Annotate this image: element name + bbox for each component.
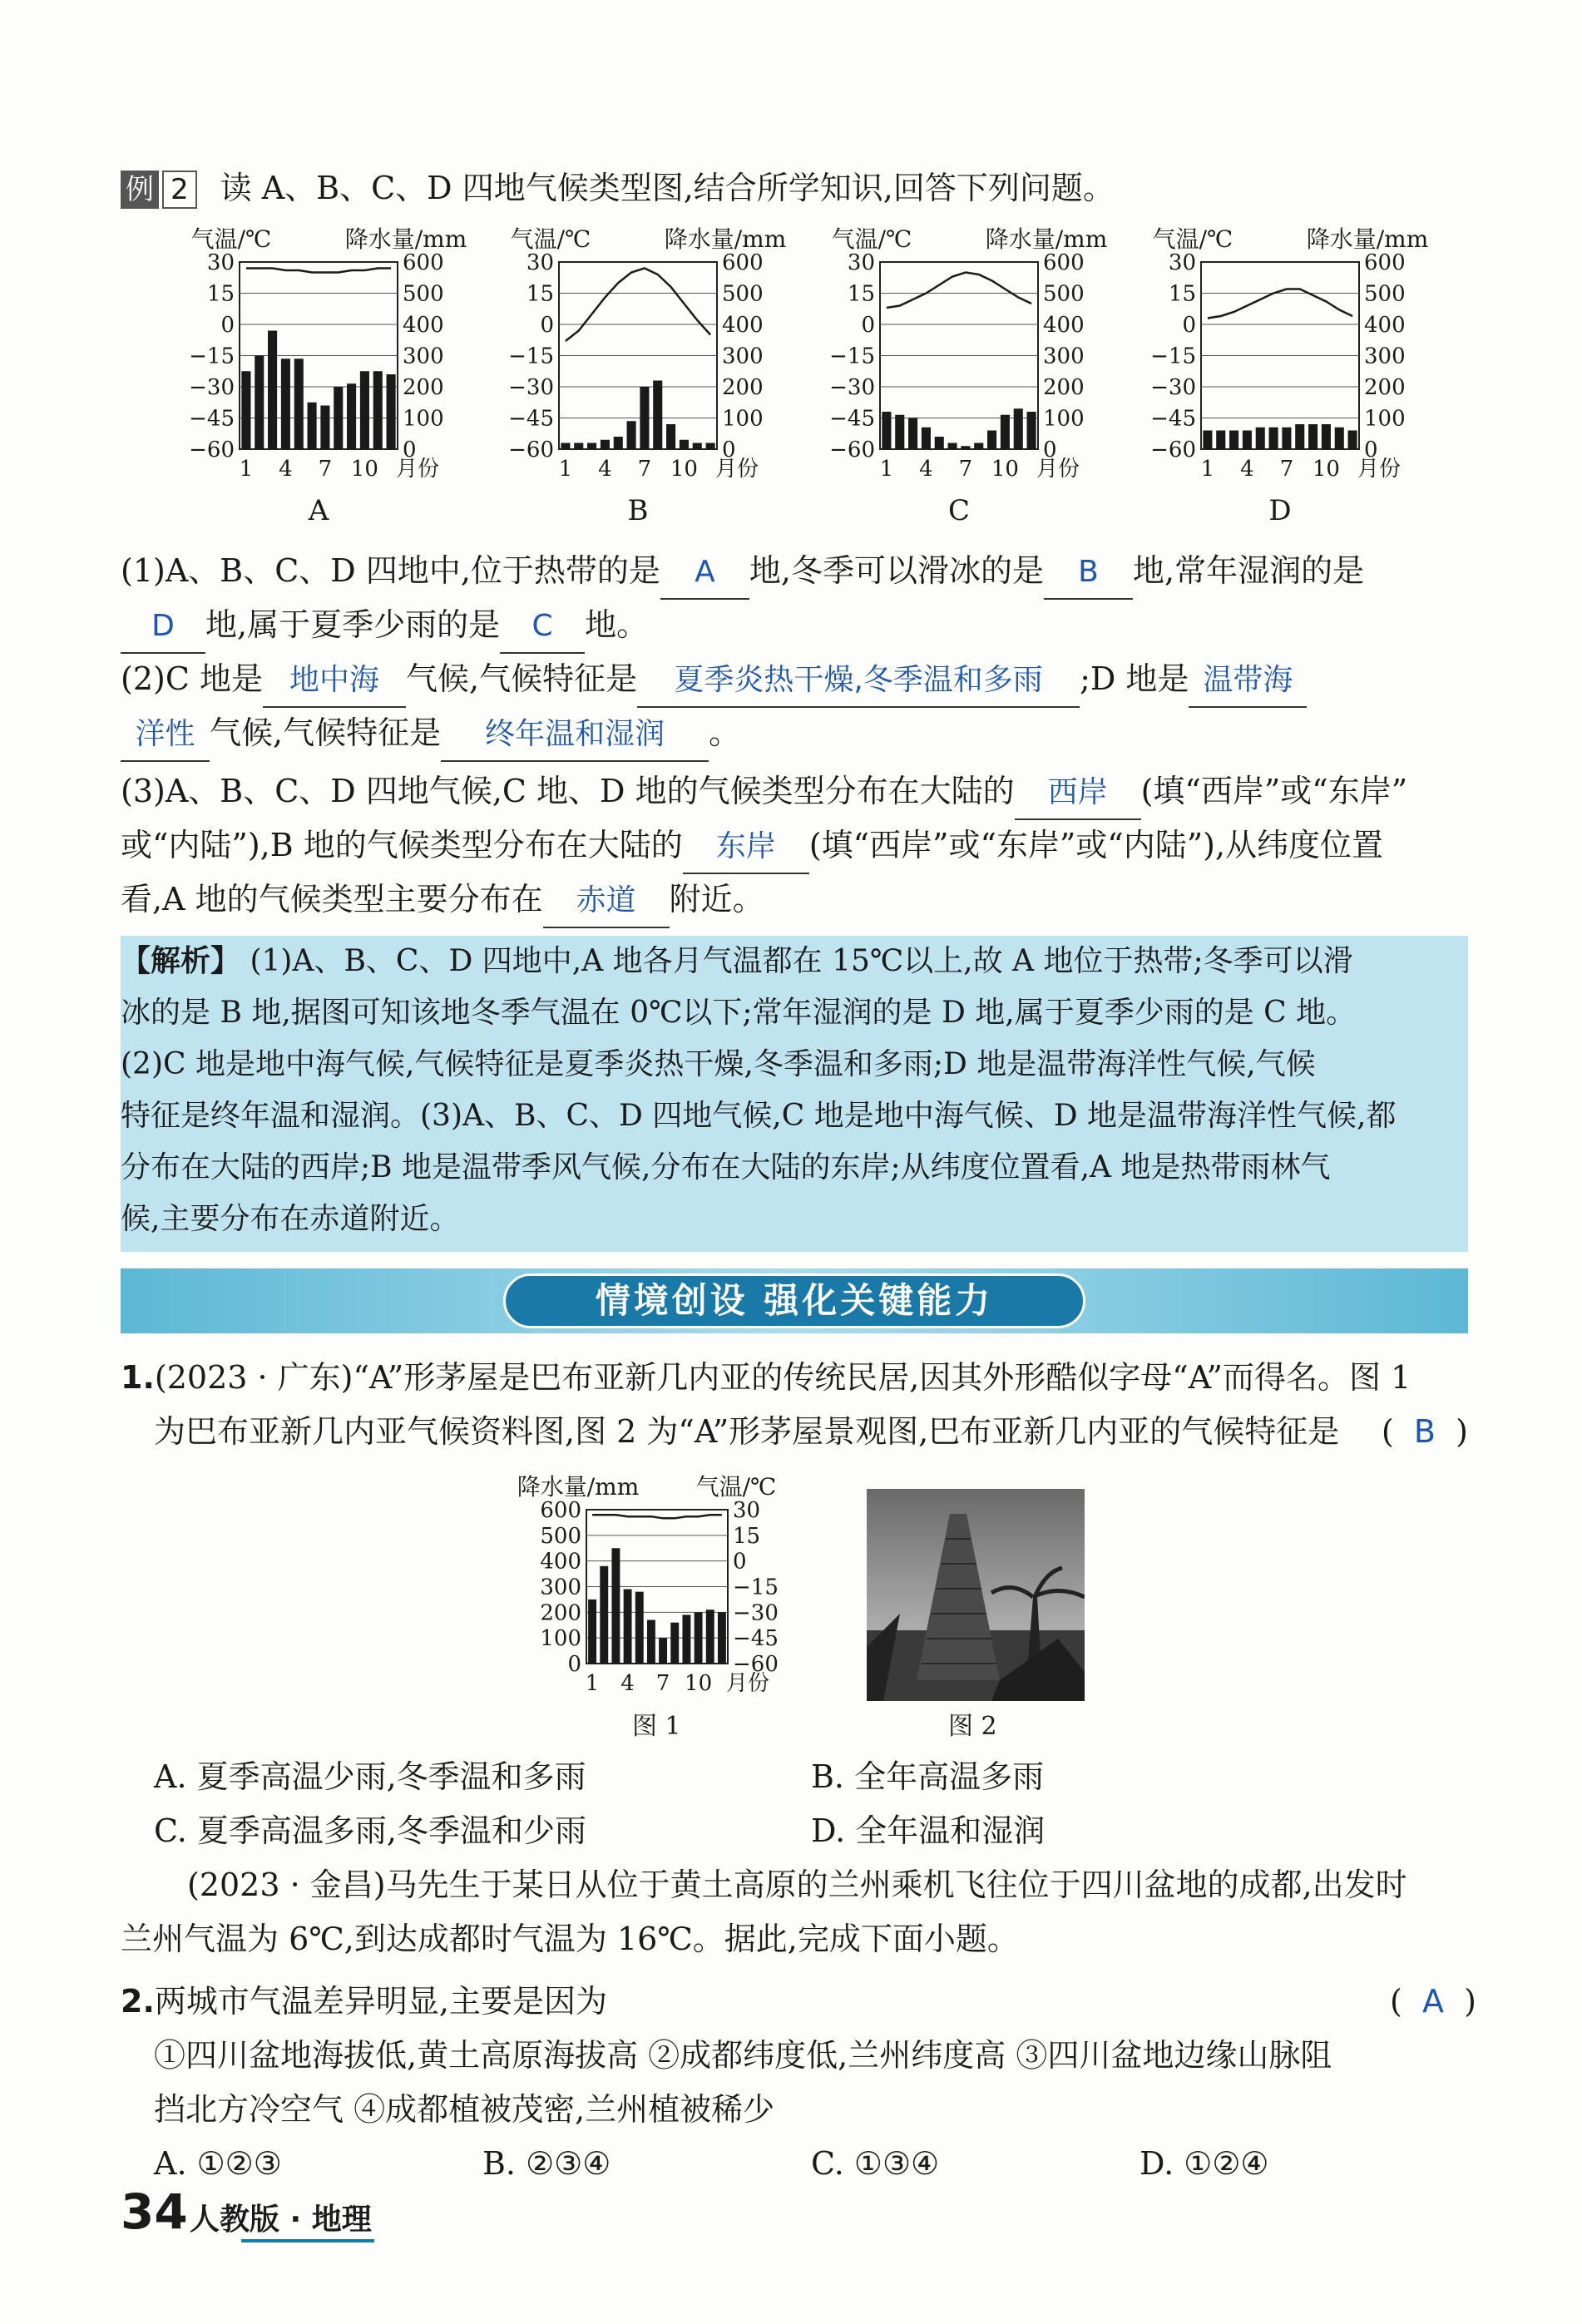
q1-text-4: 地,属于夏季少雨的是 <box>205 606 501 643</box>
figure-2-photo <box>867 1489 1085 1701</box>
p2-statements-2: 挡北方冷空气 ④成都植被茂密,兰州植被稀少 <box>154 2091 775 2128</box>
chart-d-rain-bar <box>1243 431 1252 450</box>
chart-b-right-tick: 400 <box>722 313 764 338</box>
chart-a-right-tick: 300 <box>403 344 444 369</box>
p2-option-d[interactable]: D. ①②④ <box>1140 2145 1269 2182</box>
q1-answer-skating: B <box>1044 546 1133 600</box>
chart-a-rain-bar <box>347 383 356 449</box>
chart-b-left-tick: 30 <box>526 250 554 275</box>
chart-d-left-tick: 30 <box>1168 250 1196 275</box>
fig1-left-tick: 0 <box>567 1652 581 1677</box>
chart-b-month-tick: 1 <box>558 457 573 482</box>
chart-d-right-tick: 0 <box>1364 438 1378 462</box>
fig1-rain-bar <box>588 1600 596 1664</box>
chart-b-rain-bar <box>627 421 636 449</box>
q2-answer-climate-d-1: 温带海 <box>1189 655 1307 708</box>
chart-b-rain-bar <box>666 424 675 449</box>
p2-bracket-open: ( <box>1390 1983 1402 2020</box>
q1-line2 <box>121 599 1476 654</box>
chart-b-rain-bar <box>614 437 623 449</box>
q3-line3 <box>121 873 1476 928</box>
p2-statements-1: ①四川盆地海拔低,黄土高原海拔高 ②成都纬度低,兰州纬度高 ③四川盆地边缘山脉阻 <box>154 2037 1332 2074</box>
q1-text-3: 地,常年湿润的是 <box>1133 552 1365 589</box>
chart-c-rain-bar <box>974 443 983 450</box>
chart-d-rain-bar <box>1335 428 1344 449</box>
p2-answer-bracket <box>1390 1975 1476 2027</box>
fig1-right-tick: −60 <box>733 1652 779 1677</box>
chart-b-rain-bar <box>561 443 570 450</box>
chart-c-left-tick: −45 <box>829 406 875 432</box>
footer-rule <box>241 2239 374 2242</box>
chart-d-left-tick: −30 <box>1150 375 1196 400</box>
fig1-rain-bar <box>624 1590 632 1664</box>
chart-d-rain-bar <box>1348 431 1357 450</box>
p2-option-b[interactable]: B. ②③④ <box>482 2145 611 2182</box>
chart-c-left-tick: −60 <box>829 438 875 462</box>
p2-line1 <box>121 1975 1476 2027</box>
fig1-rain-bar <box>670 1623 679 1664</box>
chart-d-left-tick: −45 <box>1150 406 1196 432</box>
p1-option-a[interactable]: A. 夏季高温少雨,冬季温和多雨 <box>154 1758 586 1795</box>
q2-answer-climate-d-2: 洋性 <box>121 709 210 762</box>
q2-line2 <box>121 707 1476 762</box>
example-header <box>121 162 1476 214</box>
q3-answer-b-position: 东岸 <box>683 821 809 874</box>
analysis-line-5: 分布在大陆的西岸;B 地是温带季风气候,分布在大陆的东岸;从纬度位置看,A 地是热带雨林气 <box>121 1150 1331 1184</box>
chart-d-left-tick: 0 <box>1182 313 1196 338</box>
q3-text-2: (填“西岸”或“东岸” <box>1140 773 1408 809</box>
chart-a-right-tick: 100 <box>403 406 444 432</box>
fig1-rain-bar <box>695 1612 703 1664</box>
p1-option-d[interactable]: D. 全年温和湿润 <box>811 1812 1046 1849</box>
chart-b-left-tick: 15 <box>526 281 554 307</box>
chart-d-rain-bar <box>1322 424 1331 449</box>
chart-c-right-tick: 300 <box>1043 344 1085 369</box>
chart-c-left-tick: 30 <box>847 250 875 275</box>
q3-text-4: (填“西岸”或“东岸”或“内陆”),从纬度位置 <box>808 827 1384 863</box>
q2-text-2: 气候,气候特征是 <box>405 660 638 697</box>
chart-a-month-tick: 1 <box>239 457 254 482</box>
chart-d-month-tick: 4 <box>1240 457 1254 482</box>
chart-a-month-tick: 4 <box>279 457 293 482</box>
fig1-right-tick: −45 <box>733 1626 779 1652</box>
q2-line1 <box>121 653 1476 708</box>
chart-b-month-tick: 7 <box>637 457 652 482</box>
chart-d-left-tick: 15 <box>1168 281 1196 307</box>
p1-line2 <box>154 1406 1468 1457</box>
chart-b-temp-line <box>566 269 710 342</box>
p2-option-a[interactable]: A. ①②③ <box>154 2145 282 2182</box>
q3-text-1: (3)A、B、C、D 四地气候,C 地、D 地的气候类型分布在大陆的 <box>121 773 1015 809</box>
chart-a-left-axis-title: 气温/℃ <box>190 225 272 253</box>
section-banner <box>121 1268 1468 1333</box>
chart-b-left-axis-title: 气温/℃ <box>510 225 591 253</box>
chart-a-rain-bar <box>334 387 343 449</box>
fig1-month-unit: 月份 <box>725 1671 770 1696</box>
page-number: 34 <box>121 2183 188 2240</box>
fig1-month-tick: 4 <box>620 1671 635 1696</box>
chart-a-rain-bar <box>387 374 396 449</box>
chart-a-left-tick: 15 <box>206 281 235 307</box>
chart-b-right-tick: 200 <box>722 375 764 400</box>
chart-d-rain-bar <box>1282 428 1291 449</box>
q2-text-1: (2)C 地是 <box>121 660 263 697</box>
fig1-rain-bar <box>718 1612 726 1664</box>
a-frame-hut-image <box>867 1489 1085 1701</box>
chart-a-left-tick: 0 <box>220 313 235 338</box>
chart-d-left-tick: −15 <box>1150 344 1196 369</box>
chart-d-right-tick: 500 <box>1364 281 1406 307</box>
q2-text-4: 气候,气候特征是 <box>210 715 442 751</box>
chart-b-right-tick: 600 <box>722 250 764 275</box>
chart-c-rain-bar <box>1001 415 1010 449</box>
q3-line2 <box>121 819 1476 874</box>
fig1-rain-bar <box>635 1592 644 1664</box>
footer-text: 人教版 · 地理 <box>190 2203 372 2237</box>
analysis-text-1: (1)A、B、C、D 四地中,A 地各月气温都在 15℃以上,故 A 地位于热带;冬季可以滑 <box>250 944 1353 978</box>
chart-a-right-tick: 400 <box>403 313 444 338</box>
q3-answer-a-latitude: 赤道 <box>543 875 670 928</box>
chart-a-rain-bar <box>241 371 250 449</box>
chart-a-month-tick: 7 <box>318 457 333 482</box>
analysis-title: 【解析】 <box>121 944 241 978</box>
chart-b-rain-bar <box>693 443 702 450</box>
q1-answer-tropical: A <box>660 546 749 600</box>
chart-b-left-tick: −15 <box>508 344 554 369</box>
chart-c-label: C <box>947 494 971 527</box>
fig1-left-tick: 100 <box>540 1626 581 1652</box>
fig1-left-tick: 600 <box>540 1498 581 1523</box>
chart-b-right-axis-title: 降水量/mm <box>664 225 787 253</box>
chart-b-left-tick: −45 <box>508 406 554 432</box>
chart-a-rain-bar <box>294 358 304 449</box>
chart-b-rain-bar <box>680 440 689 449</box>
example-prompt: 读 A、B、C、D 四地气候类型图,结合所学知识,回答下列问题。 <box>220 170 1115 206</box>
chart-b-month-tick: 4 <box>598 457 612 482</box>
chart-d-right-tick: 100 <box>1364 406 1406 432</box>
fig1-left-axis-title: 降水量/mm <box>517 1473 640 1501</box>
fig1-month-tick: 1 <box>585 1671 600 1696</box>
chart-d-right-tick: 200 <box>1364 375 1406 400</box>
chart-b-month-tick: 10 <box>670 457 698 482</box>
chart-c-right-tick: 600 <box>1043 250 1085 275</box>
chart-b-right-tick: 100 <box>722 406 764 432</box>
chart-d-rain-bar <box>1269 428 1278 449</box>
chart-b-month-unit: 月份 <box>714 457 759 482</box>
chart-d-rain-bar <box>1308 424 1318 449</box>
q2-text-5: 。 <box>709 715 741 751</box>
p1-text-1: (2023 · 广东)“A”形茅屋是巴布亚新几内亚的传统民居,因其外形酷似字母“A”而得名。图 1 <box>154 1359 1411 1396</box>
fig1-month-tick: 10 <box>685 1671 713 1696</box>
fig1-rain-bar <box>682 1614 690 1664</box>
chart-c-left-axis-title: 气温/℃ <box>831 225 912 253</box>
chart-d-rain-bar <box>1216 431 1225 450</box>
fig1-rain-bar <box>659 1638 667 1664</box>
chart-c-right-tick: 200 <box>1043 375 1085 400</box>
chart-a-right-tick: 0 <box>403 438 417 462</box>
chart-b-rain-bar <box>706 443 715 450</box>
chart-b-left-tick: 0 <box>540 313 554 338</box>
q2-answer-feature-d: 终年温和湿润 <box>441 709 709 762</box>
chart-c-left-tick: −30 <box>829 375 875 400</box>
chart-d-month-unit: 月份 <box>1357 457 1402 482</box>
analysis-line-1 <box>121 936 1468 987</box>
chart-c-month-tick: 4 <box>919 457 933 482</box>
fig1-right-tick: 30 <box>733 1498 761 1523</box>
chart-b-rain-bar <box>653 381 662 450</box>
chart-b-rain-bar <box>587 443 596 450</box>
chart-b-rain-bar <box>574 443 583 450</box>
chart-a-left-tick: −60 <box>189 438 235 462</box>
chart-c-rain-bar <box>908 418 917 450</box>
chart-c-right-tick: 400 <box>1043 313 1085 338</box>
figure-1-svg <box>516 1460 848 1709</box>
chart-d-rain-bar <box>1229 431 1238 450</box>
fig1-rain-bar <box>706 1609 714 1664</box>
chart-d-right-tick: 400 <box>1364 313 1406 338</box>
q3-answer-cd-position: 西岸 <box>1015 767 1141 820</box>
p2-question: 两城市气温差异明显,主要是因为 <box>154 1983 607 2020</box>
chart-d-left-axis-title: 气温/℃ <box>1152 225 1233 253</box>
analysis-line-2: 冰的是 B 地,据图可知该地冬季气温在 0℃以下;常年湿润的是 D 地,属于夏季少雨的是 C 地。 <box>121 996 1357 1030</box>
chart-d-right-tick: 300 <box>1364 344 1406 369</box>
q1-text-1: (1)A、B、C、D 四地中,位于热带的是 <box>121 552 660 589</box>
figure-1-label: 图 1 <box>632 1712 681 1741</box>
p1-number: 1. <box>121 1359 155 1396</box>
chart-a-left-tick: −45 <box>189 406 235 432</box>
chart-c-rain-bar <box>1014 408 1023 449</box>
chart-c-temp-line <box>887 273 1031 309</box>
chart-a-right-tick: 200 <box>403 375 444 400</box>
chart-a-rain-bar <box>268 331 277 450</box>
chart-b-right-tick: 0 <box>722 438 736 462</box>
chart-b-rain-bar <box>601 440 610 449</box>
p2-answer: A <box>1422 1983 1444 2020</box>
q2-text-3: ;D 地是 <box>1080 660 1189 697</box>
chart-d-right-axis-title: 降水量/mm <box>1306 225 1429 253</box>
p2-bracket-close: ) <box>1464 1983 1476 2020</box>
chart-c-month-tick: 1 <box>879 457 894 482</box>
q2-answer-feature-c: 夏季炎热干燥,冬季温和多雨 <box>637 655 1080 708</box>
p1-answer: B <box>1413 1413 1436 1450</box>
chart-d-rain-bar <box>1256 428 1265 449</box>
analysis-line-4: 特征是终年温和湿润。(3)A、B、C、D 四地气候,C 地是地中海气候、D 地是温带海洋性气候,都 <box>121 1099 1397 1133</box>
chart-b-label: B <box>627 494 649 527</box>
figure-2-label: 图 2 <box>948 1712 997 1741</box>
analysis-box <box>121 936 1468 1252</box>
chart-a-rain-bar <box>255 356 264 450</box>
chart-c-right-tick: 100 <box>1043 406 1085 432</box>
chart-a-month-unit: 月份 <box>395 457 440 482</box>
chart-d-month-tick: 10 <box>1312 457 1340 482</box>
p1-option-c[interactable]: C. 夏季高温多雨,冬季温和少雨 <box>154 1812 586 1849</box>
chart-a-rain-bar <box>320 406 329 450</box>
chart-b-right-tick: 500 <box>722 281 764 307</box>
q1-line1 <box>121 545 1476 600</box>
chart-c-month-unit: 月份 <box>1036 457 1080 482</box>
chart-d-rain-bar <box>1295 424 1304 449</box>
p1-text-2: 为巴布亚新几内亚气候资料图,图 2 为“A”形茅屋景观图,巴布亚新几内亚的气候特征是 <box>154 1413 1340 1450</box>
chart-a-rain-bar <box>360 371 369 449</box>
fig1-right-tick: −30 <box>733 1600 779 1626</box>
chart-c-month-tick: 10 <box>991 457 1019 482</box>
q3-text-5: 看,A 地的气候类型主要分布在 <box>121 881 543 917</box>
chart-c-right-tick: 0 <box>1043 438 1057 462</box>
chart-d-rain-bar <box>1203 431 1212 450</box>
fig1-left-tick: 500 <box>540 1523 581 1549</box>
chart-a-left-tick: 30 <box>206 250 235 275</box>
p1-option-b[interactable]: B. 全年高温多雨 <box>811 1758 1045 1795</box>
chart-c-rain-bar <box>895 415 904 449</box>
fig1-rain-bar <box>647 1620 655 1664</box>
fig1-rain-bar <box>611 1548 620 1664</box>
chart-c-right-axis-title: 降水量/mm <box>985 225 1108 253</box>
p1-line1 <box>121 1352 1476 1403</box>
analysis-line-3: (2)C 地是地中海气候,气候特征是夏季炎热干燥,冬季温和多雨;D 地是温带海洋性气候,气候 <box>121 1047 1316 1081</box>
chart-a-right-tick: 600 <box>403 250 444 275</box>
q2-answer-climate-c: 地中海 <box>263 655 406 708</box>
q3-text-3: 或“内陆”),B 地的气候类型分布在大陆的 <box>121 827 683 863</box>
chart-c-rain-bar <box>987 431 996 450</box>
chart-c-rain-bar <box>961 446 970 449</box>
stem-line-2: 兰州气温为 6℃,到达成都时气温为 16℃。据此,完成下面小题。 <box>121 1921 1019 1957</box>
chart-b-rain-bar <box>640 387 649 449</box>
section-banner-title: 情境创设 强化关键能力 <box>503 1273 1085 1328</box>
chart-a-month-tick: 10 <box>350 457 378 482</box>
q1-answer-dry-summer: C <box>500 601 585 654</box>
fig1-left-tick: 300 <box>540 1575 581 1600</box>
chart-a-rain-bar <box>373 371 383 449</box>
chart-d-month-tick: 1 <box>1200 457 1215 482</box>
fig1-month-tick: 7 <box>655 1671 670 1696</box>
chart-b-right-tick: 300 <box>722 344 764 369</box>
chart-d-right-tick: 600 <box>1364 250 1406 275</box>
chart-c-right-tick: 500 <box>1043 281 1085 307</box>
stem-line-1: (2023 · 金昌)马先生于某日从位于黄土高原的兰州乘机飞往位于四川盆地的成都,出发时 <box>187 1867 1407 1903</box>
chart-c-rain-bar <box>922 428 931 449</box>
p2-number: 2. <box>121 1983 155 2020</box>
p1-answer-bracket <box>1382 1406 1468 1457</box>
p1-bracket-close: ) <box>1456 1413 1468 1450</box>
fig1-right-tick: 15 <box>733 1523 761 1549</box>
fig1-rain-bar <box>600 1566 608 1664</box>
chart-d-left-tick: −60 <box>1150 438 1196 462</box>
chart-a-label: A <box>308 494 329 527</box>
fig1-temp-line <box>592 1515 722 1518</box>
chart-c-rain-bar <box>935 437 944 449</box>
p1-bracket-open: ( <box>1381 1413 1394 1450</box>
chart-c-left-tick: −15 <box>829 344 875 369</box>
fig1-right-tick: 0 <box>733 1549 747 1575</box>
chart-a-right-axis-title: 降水量/mm <box>344 225 467 253</box>
fig1-left-tick: 200 <box>540 1600 581 1626</box>
chart-a-right-tick: 500 <box>403 281 444 307</box>
chart-c-month-tick: 7 <box>958 457 973 482</box>
chart-a-left-tick: −15 <box>189 344 235 369</box>
fig1-left-tick: 400 <box>540 1549 581 1575</box>
chart-a-left-tick: −30 <box>189 375 235 400</box>
example-number: 2 <box>162 171 197 209</box>
fig1-right-axis-title: 气温/℃ <box>695 1473 777 1501</box>
chart-c-left-tick: 0 <box>861 313 875 338</box>
q1-text-2: 地,冬季可以滑冰的是 <box>749 552 1044 589</box>
climate-charts-svg <box>0 212 1582 545</box>
chart-a-rain-bar <box>308 403 317 449</box>
analysis-line-6: 候,主要分布在赤道附近。 <box>121 1202 460 1236</box>
q1-text-5: 地。 <box>585 606 649 643</box>
fig1-right-tick: −15 <box>733 1575 779 1600</box>
p2-option-c[interactable]: C. ①③④ <box>811 2145 940 2182</box>
chart-c-left-tick: 15 <box>847 281 875 307</box>
q1-answer-humid: D <box>121 601 205 654</box>
chart-c-rain-bar <box>948 443 957 450</box>
chart-c-rain-bar <box>1027 412 1036 449</box>
chart-d-label: D <box>1268 494 1292 527</box>
q3-text-6: 附近。 <box>669 881 764 917</box>
chart-b-left-tick: −30 <box>508 375 554 400</box>
chart-d-month-tick: 7 <box>1279 457 1294 482</box>
example-tag: 例 <box>121 171 159 209</box>
chart-b-left-tick: −60 <box>508 438 554 462</box>
chart-c-rain-bar <box>882 412 891 449</box>
q3-line1 <box>121 765 1476 820</box>
chart-a-rain-bar <box>281 358 290 449</box>
chart-a-temp-line <box>246 269 391 273</box>
